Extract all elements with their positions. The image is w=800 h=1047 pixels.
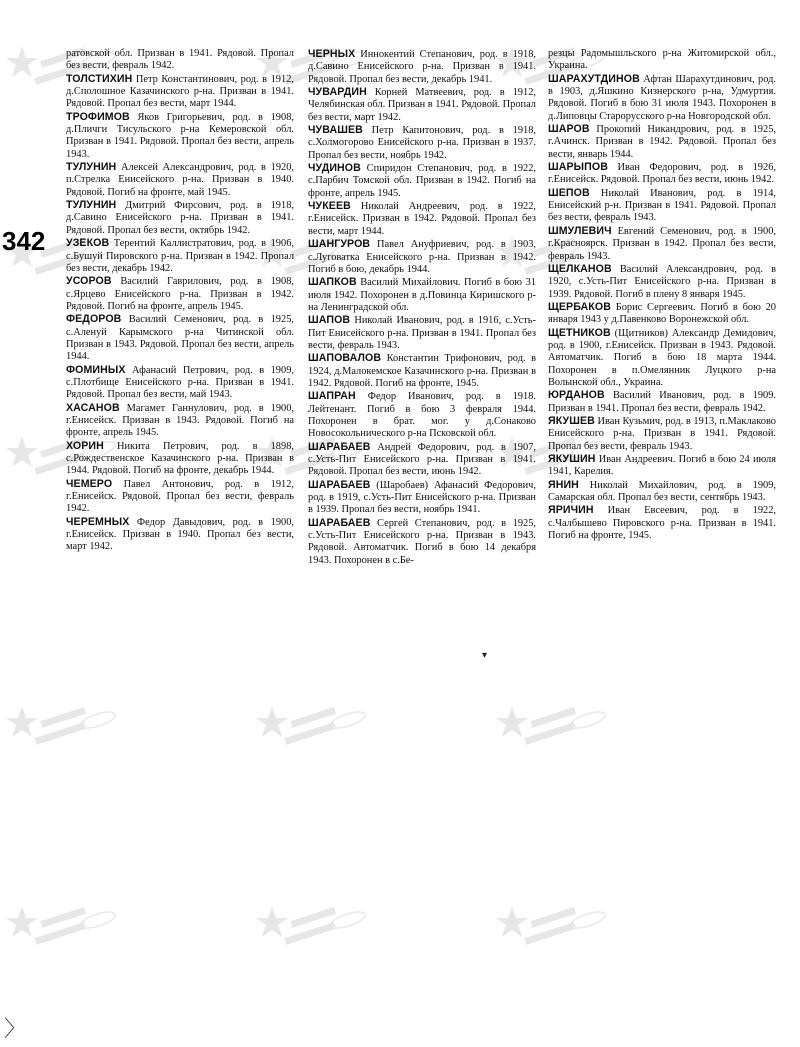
entry	[308, 86, 536, 124]
entry-surname: ЯРИЧИН	[548, 504, 594, 517]
entry-details: Андрей Федорович, род. в 1907, с.Усть-Пит Енисейского р-на. Призван в 1941. Рядовой. Пропал без вести, июнь 1942.	[308, 441, 536, 478]
entry	[66, 402, 294, 440]
entry-surname: ШЕПОВ	[548, 186, 590, 199]
watermark-logo-icon	[490, 700, 610, 760]
entry	[66, 111, 294, 161]
entry-surname: УЗЕКОВ	[66, 237, 110, 250]
entry	[548, 389, 776, 415]
entry-surname: ФЕДОРОВ	[66, 313, 122, 326]
entry-surname: ХОРИН	[66, 439, 104, 452]
entry-surname: ТУЛУНИН	[66, 199, 117, 212]
entry-surname: ШАРАБАЕВ	[308, 478, 371, 491]
entry-details: Спиридон Степанович, род. в 1922, с.Парбич Томской обл. Призван в 1942. Погиб на фронте, апрель 1945.	[308, 163, 536, 199]
entry-continuation: резцы Радомышльского р-на Житомирской обл., Украина.	[548, 48, 776, 72]
entry-details: (Шаробаев) Афанасий Федорович, род. в 1919, с.Усть-Пит Енисейского р-на. Призван в 1939. Пропал без вести, ноябрь 1941.	[308, 479, 536, 516]
entry	[66, 440, 294, 478]
entry	[308, 162, 536, 200]
entry-details: Константин Трифонович, род. в 1924, д.Малокемское Казачинского р-на. Призван в 1942. Рядовой. Погиб на фронте, 1945.	[308, 353, 536, 389]
entry	[308, 200, 536, 238]
entry-details: Василий Иванович, род. в 1909. Призван в 1941. Пропал без вести, февраль 1942.	[548, 390, 776, 414]
entry-details: Терентий Каллистратович, род. в 1906, с.Бушуй Пировского р-на. Призван в 1942. Пропал без вести, декабрь 1942.	[66, 238, 294, 274]
entry	[308, 124, 536, 162]
entry-details: Николай Иванович, род. в 1916, с.Усть-Пит Енисейского р-на. Призван в 1941. Пропал без вести, февраль 1943.	[308, 315, 536, 351]
entry	[548, 187, 776, 225]
entry-surname: ШАРАХУТДИНОВ	[548, 72, 640, 85]
entry-details: Иван Кузьмич, род. в 1913, п.Маклаково Енисейского р-на. Призван в 1941. Рядовой. Пропал без вести, февраль 1943.	[548, 415, 776, 452]
entry	[308, 314, 536, 352]
scan-edge-mark-icon: 〉	[4, 1016, 27, 1041]
entry-details: Яков Григорьевич, род. в 1908, д.Пличги Тисульского р-на Кемеровской обл. Призван в 1941. Рядовой. Пропал без вести, апрель 1943.	[66, 111, 294, 160]
entry-details: Иннокентий Степанович, род. в 1918, д.Савино Енисейского р-на. Призван в 1941. Рядовой. Пропал без вести, декабрь 1941.	[308, 49, 536, 85]
entry-details: Николай Иванович, род. в 1914, Енисейский р-н. Призван в 1941. Рядовой. Пропал без вести, февраль 1943.	[548, 187, 776, 224]
page-number: 342	[2, 226, 46, 256]
entry-details: Василий Александрович, род. в 1920, с.Усть-Пит Енисейского р-на. Призван в 1939. Рядовой. Погиб в плену 8 января 1945.	[548, 263, 776, 300]
entry-surname: ЩЕТНИКОВ	[548, 326, 611, 339]
entry-details: Петр Капитонович, род. в 1918, с.Холмогорово Енисейского р-на. Призван в 1937. Пропал без вести, ноябрь 1942.	[308, 125, 536, 161]
entry-surname: ШАПОВ	[308, 314, 351, 327]
entry-details: Иван Федорович, род. в 1926, г.Енисейск. Рядовой. Пропал без вести, июнь 1942.	[548, 162, 776, 186]
entry-surname: ЯНИН	[548, 478, 579, 491]
entry-surname: ШМУЛЕВИЧ	[548, 224, 612, 237]
entry	[548, 301, 776, 327]
entry	[308, 517, 536, 567]
entry-details: Никита Петрович, род. в 1898, с.Рождественское Казачинского р-на. Призван в 1944. Рядовой. Погиб на фронте, декабрь 1944.	[66, 440, 294, 477]
entry-surname: ТОЛСТИХИН	[66, 72, 133, 85]
entry-surname: ШАПКОВ	[308, 276, 357, 289]
entry	[66, 161, 294, 199]
entry	[548, 225, 776, 263]
entry-details: Василий Семенович, род. в 1925, с.Аленуй Карымского р-на Читинской обл. Призван в 1943. Рядовой. Пропал без вести, апрель 1944.	[66, 314, 294, 363]
watermark-logo-icon	[250, 900, 370, 960]
entry-details: Василий Михайлович. Погиб в бою 31 июля 1942. Похоронен в д.Повинца Киришского р-на Ленинградской обл.	[308, 277, 536, 313]
watermark-logo-icon	[250, 700, 370, 760]
entry-surname: ЧУДИНОВ	[308, 162, 361, 175]
entry	[308, 441, 536, 479]
entry-details: Афанасий Петрович, род. в 1909, с.Плотбище Енисейского р-на. Призван в 1941. Рядовой. Пропал без вести, май 1943.	[66, 364, 294, 401]
entry-details: (Щитников) Александр Демидович, род. в 1900, г.Енисейск. Призван в 1943. Рядовой. Автоматчик. Погиб в бою 18 марта 1944. Похоронен в п.Омелянник Луцкого р-на Волынской обл., Украина.	[548, 327, 776, 388]
entry-surname: ХАСАНОВ	[66, 401, 120, 414]
entry	[548, 327, 776, 390]
entry-details: Павел Антонович, род. в 1912, г.Енисейск. Рядовой. Пропал без вести, февраль 1942.	[66, 478, 294, 515]
scan-mark-icon: ▾	[482, 650, 488, 661]
entry-surname: ЯКУШИН	[548, 453, 596, 465]
entry-details: Афтан Шарахутдинович, род. в 1903, д.Яшкино Кизнерского р-на, Удмуртия. Рядовой. Погиб в бою 31 июля 1943. Похоронен в д.Липовцы Старорусского р-на Новгородской обл.	[548, 73, 776, 122]
entry-details: Дмитрий Фирсович, род. в 1918, д.Савино Енисейского р-на. Призван в 1941. Рядовой. Пропал без вести, октябрь 1942.	[66, 200, 294, 236]
entry	[66, 516, 294, 554]
entry-details: Магамет Ганнулович, род. в 1900, г.Енисейск. Призван в 1943. Рядовой. Погиб на фронте, апрель 1945.	[66, 402, 294, 439]
entry-surname: ТУЛУНИН	[66, 161, 117, 174]
entry	[548, 73, 776, 123]
entry-surname: ЧУВАРДИН	[308, 86, 367, 99]
entry-details: Петр Константинович, род. в 1912, д.Сполошное Казачинского р-на. Призван в 1941. Рядовой. Пропал без вести, март 1944.	[66, 73, 294, 110]
watermark-logo-icon	[490, 900, 610, 960]
entry-surname: ШАПРАН	[308, 390, 356, 403]
entry	[548, 504, 776, 542]
entry	[308, 352, 536, 390]
entry-surname: ЩЕЛКАНОВ	[548, 262, 612, 275]
watermark-logo-icon	[0, 900, 120, 960]
entry	[66, 275, 294, 313]
entry	[66, 478, 294, 516]
entry-details: Евгений Семенович, род. в 1900, г.Красноярск. Призван в 1942. Пропал без вести, февраль 1943.	[548, 225, 776, 262]
entry-surname: ЧЕРЕМНЫХ	[66, 515, 130, 528]
entry	[308, 479, 536, 517]
entry-details: Иван Андреевич. Погиб в бою 24 июля 1941, Карелия.	[548, 454, 776, 478]
entry-details: Николай Андреевич, род. в 1922, г.Енисейск. Призван в 1942. Рядовой. Пропал без вести, март 1944.	[308, 201, 536, 237]
entry-details: Прокопий Никандрович, род. в 1925, г.Ачинск. Призван в 1942. Рядовой. Пропал без вести, январь 1944.	[548, 124, 776, 160]
entry-surname: ШАПОВАЛОВ	[308, 352, 382, 365]
column-3	[548, 48, 776, 542]
entry-surname: ЯКУШЕВ	[548, 414, 595, 427]
entry-continuation: ратовской обл. Призван в 1941. Рядовой. Пропал без вести, февраль 1942.	[66, 48, 294, 72]
entry-details: Иван Евсеевич, род. в 1922, с.Чалбышево Пировского р-на. Призван в 1941. Погиб на фронте, 1945.	[548, 505, 776, 542]
entry-surname: ШАРОВ	[548, 123, 590, 136]
entry-surname: ЧЕМЕРО	[66, 477, 113, 490]
entry	[308, 238, 536, 276]
entry-surname: ЧЕРНЫХ	[308, 48, 356, 60]
entry	[548, 263, 776, 301]
entry-details: Корней Матвеевич, род. в 1912, Челябинская обл. Призван в 1941. Рядовой. Пропал без вести, март 1942.	[308, 87, 536, 123]
watermark-logo-icon	[0, 700, 120, 760]
entry-details: Федор Давыдович, род. в 1900, г.Енисейск. Призван в 1940. Пропал без вести, март 1942.	[66, 516, 294, 553]
entry-details: Василий Гаврилович, род. в 1908, с.Ярцево Енисейского р-на. Призван в 1942. Рядовой. Погиб на фронте, апрель 1945.	[66, 276, 294, 312]
entry	[548, 161, 776, 187]
entry	[66, 364, 294, 402]
entry-surname: ШАНГУРОВ	[308, 238, 371, 251]
entry-surname: ЩЕРБАКОВ	[548, 300, 611, 313]
column-2	[308, 48, 536, 567]
entry-surname: ТРОФИМОВ	[66, 110, 130, 123]
entry-surname: ЧУВАШЕВ	[308, 124, 363, 137]
entry-details: Павел Ануфриевич, род. в 1903, с.Луговатка Енисейского р-на. Призван в 1942. Погиб в бою, декабрь 1944.	[308, 239, 536, 275]
entry-surname: УСОРОВ	[66, 275, 112, 288]
entry	[66, 73, 294, 111]
entry	[548, 123, 776, 161]
entry-surname: ЧУКЕЕВ	[308, 200, 351, 213]
entry-details: Федор Иванович, род. в 1918. Лейтенант. Погиб в бою 3 февраля 1944. Похоронен в брат. мог. у д.Сонаково Новосокольнического р-на Псковской обл.	[308, 391, 536, 440]
entry-surname: ЮРДАНОВ	[548, 389, 605, 402]
entry-details: Борис Сергеевич. Погиб в бою 20 января 1943 у д.Павенково Воронежской обл.	[548, 301, 776, 326]
entry	[308, 276, 536, 314]
entry-details: Алексей Александрович, род. в 1920, п.Стрелка Енисейского р-на. Призван в 1940. Рядовой. Погиб на фронте, май 1945.	[66, 162, 294, 198]
entry	[308, 48, 536, 86]
entry	[308, 390, 536, 440]
entry	[548, 453, 776, 479]
entry	[66, 199, 294, 237]
entry	[548, 479, 776, 505]
entry-surname: ФОМИНЫХ	[66, 363, 126, 376]
entry-details: Николай Михайлович, род. в 1909, Самарская обл. Пропал без вести, сентябрь 1943.	[548, 479, 776, 504]
entry-details: Сергей Степанович, род. в 1925, с.Усть-Пит Енисейского р-на. Призван в 1943. Рядовой. Автоматчик. Погиб в бою 14 декабря 1943. Похоронен в с.Бе-	[308, 517, 536, 566]
entry-surname: ШАРЫПОВ	[548, 161, 608, 174]
entry	[66, 313, 294, 363]
entry-surname: ШАРАБАЕВ	[308, 516, 371, 529]
entry-surname: ШАРАБАЕВ	[308, 440, 371, 453]
column-1	[66, 48, 294, 554]
entry	[66, 237, 294, 275]
entry	[548, 415, 776, 453]
